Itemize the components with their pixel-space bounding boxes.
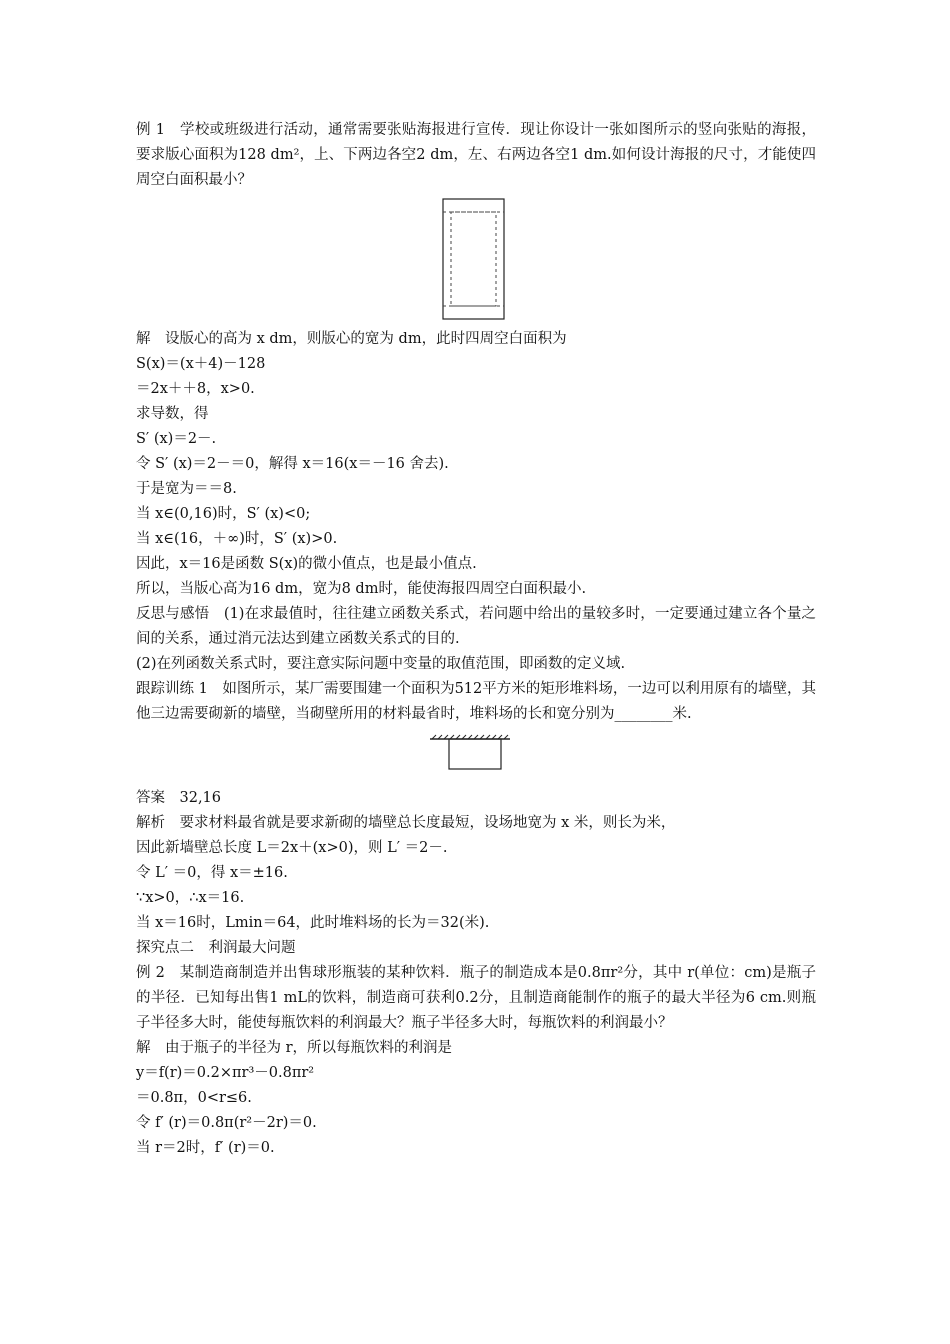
reflection-paragraph: (2)在列函数关系式时，要注意实际问题中变量的取值范围，即函数的定义域. <box>136 656 626 672</box>
answer-line: 答案 32,16 <box>136 790 222 806</box>
solution-1-line: S′ (x)＝2－. <box>136 431 217 447</box>
solution-1-line: 当 x∈(16，＋∞)时，S′ (x)>0. <box>136 531 338 547</box>
storage-yard-rect <box>449 739 501 769</box>
solution-1-line: 因此，x＝16是函数 S(x)的微小值点，也是最小值点. <box>136 556 477 572</box>
section-heading: 探究点二 利润最大问题 <box>136 940 296 956</box>
solution-1-line: 所以，当版心高为16 dm，宽为8 dm时，能使海报四周空白面积最小. <box>136 581 587 597</box>
solution-1-line: S(x)＝(x＋4)－128 <box>136 356 266 372</box>
solution-1-line: 求导数，得 <box>136 406 209 422</box>
wall-figure <box>136 731 816 786</box>
answer-line: ∵x>0，∴x＝16. <box>136 890 245 906</box>
solution-2-line: 当 r＝2时，f′ (r)＝0. <box>136 1140 275 1156</box>
solution-2-line: 令 f′ (r)＝0.8π(r²－2r)＝0. <box>136 1115 317 1131</box>
poster-inner-dashed-border <box>451 212 496 306</box>
reflection-paragraph: 反思与感悟 (1)在求最值时，往往建立函数关系式，若问题中给出的量较多时，一定要通过建立各个量之间的关系，通过消元法达到建立函数关系式的目的. <box>136 606 816 647</box>
solution-1-line: 令 S′ (x)＝2－＝0，解得 x＝16(x＝－16 舍去). <box>136 456 449 472</box>
poster-figure <box>136 197 816 327</box>
answer-line: 当 x＝16时，Lmin＝64，此时堆料场的长为＝32(米). <box>136 915 490 931</box>
answer-line: 因此新墙壁总长度 L＝2x＋(x>0)，则 L′ ＝2－. <box>136 840 448 856</box>
training-1-paragraph: 跟踪训练 1 如图所示，某厂需要围建一个面积为512平方米的矩形堆料场，一边可以利用原有的墙壁，其他三边需要砌新的墙壁，当砌壁所用的材料最省时，堆料场的长和宽分别为________米. <box>136 681 816 722</box>
solution-1-line: ＝2x＋＋8，x>0. <box>136 381 255 397</box>
solution-2-line: ＝0.8π，0<r≤6. <box>136 1090 252 1106</box>
solution-1-line: 解 设版心的高为 x dm，则版心的宽为 dm，此时四周空白面积为 <box>136 331 567 347</box>
solution-1-line: 当 x∈(0,16)时，S′ (x)<0; <box>136 506 311 522</box>
wall-diagram <box>136 731 816 786</box>
answer-line: 解析 要求材料最省就是要求新砌的墙壁总长度最短，设场地宽为 x 米，则长为米， <box>136 815 676 831</box>
solution-2-line: y＝f(r)＝0.2×πr³－0.8πr² <box>136 1065 315 1081</box>
solution-2-line: 解 由于瓶子的半径为 r，所以每瓶饮料的利润是 <box>136 1040 453 1056</box>
example-1-paragraph: 例 1 学校或班级进行活动，通常需要张贴海报进行宣传．现让你设计一张如图所示的竖向张贴的海报，要求版心面积为128 dm²，上、下两边各空2 dm，左、右两边各空1 dm.如何设计海报的尺寸，才能使四周空白面积最小？ <box>136 122 816 188</box>
poster-outer-border <box>443 199 504 319</box>
document-page <box>136 118 816 1161</box>
solution-1-line: 于是宽为＝＝8. <box>136 481 237 497</box>
poster-diagram <box>136 197 816 327</box>
example-2-paragraph: 例 2 某制造商制造并出售球形瓶装的某种饮料．瓶子的制造成本是0.8πr²分，其中 r(单位：cm)是瓶子的半径．已知每出售1 mL的饮料，制造商可获利0.2分，且制造商能制作的瓶子的最大半径为6 cm.则瓶子半径多大时，能使每瓶饮料的利润最大？瓶子半径多大时，每瓶饮料的利润最小？ <box>136 965 816 1031</box>
answer-line: 令 L′ ＝0，得 x＝±16. <box>136 865 288 881</box>
